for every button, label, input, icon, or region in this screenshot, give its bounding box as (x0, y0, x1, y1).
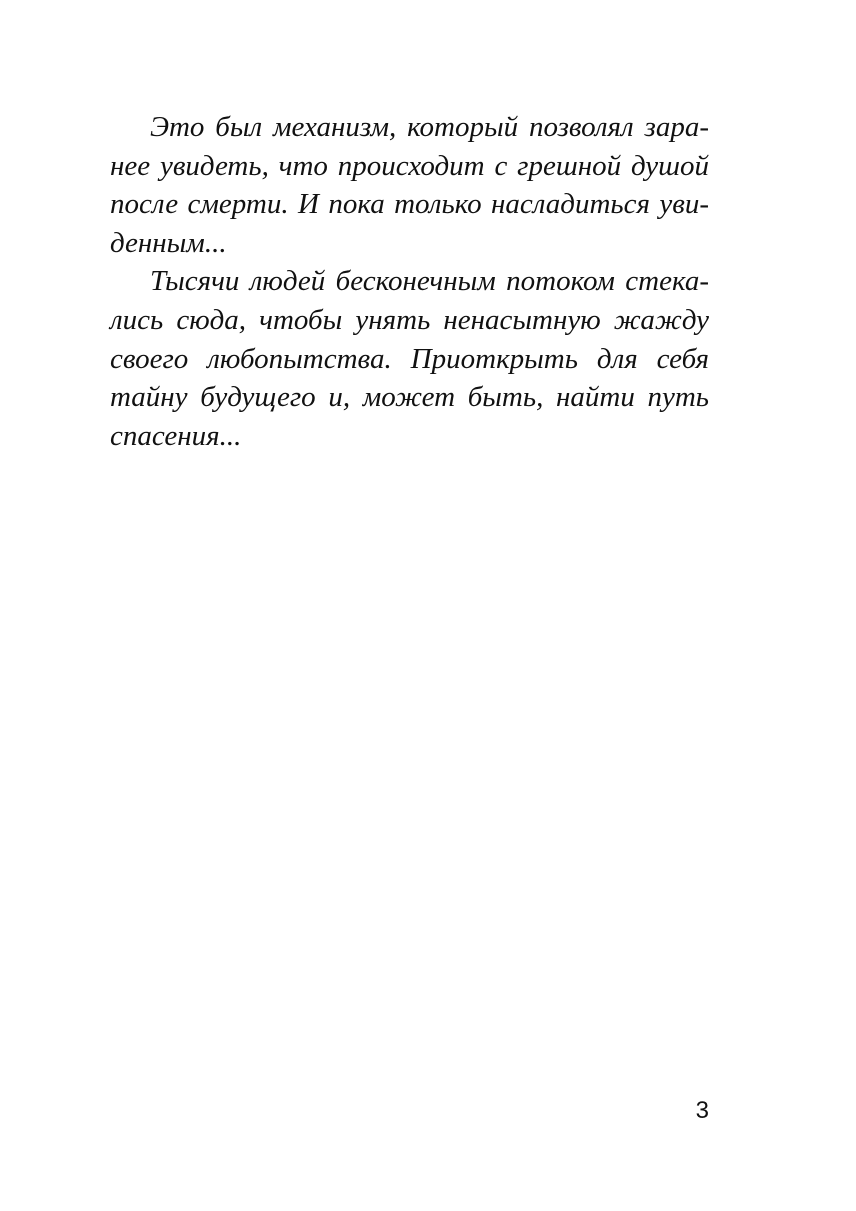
text-line: денным... (110, 226, 227, 259)
page-number: 3 (695, 1097, 709, 1124)
paragraph (110, 108, 709, 262)
text-line: своего любопытства. Приоткрыть для себя (110, 342, 709, 375)
text-line: лись сюда, чтобы унять ненасытную жажду (110, 303, 709, 336)
text-line: после смерти. И пока только насладиться уви- (110, 188, 709, 221)
text-line: Это был механизм, который позволял зара- (150, 111, 709, 143)
text-line: спасения... (110, 419, 242, 452)
text-line: Тысячи людей бесконечным потоком стека- (150, 265, 709, 298)
text-line: тайну будущего и, может быть, найти путь (110, 381, 709, 414)
text-line: нее увидеть, что происходит с грешной душой (110, 149, 709, 182)
paragraph (110, 262, 709, 455)
body-text (110, 108, 709, 455)
